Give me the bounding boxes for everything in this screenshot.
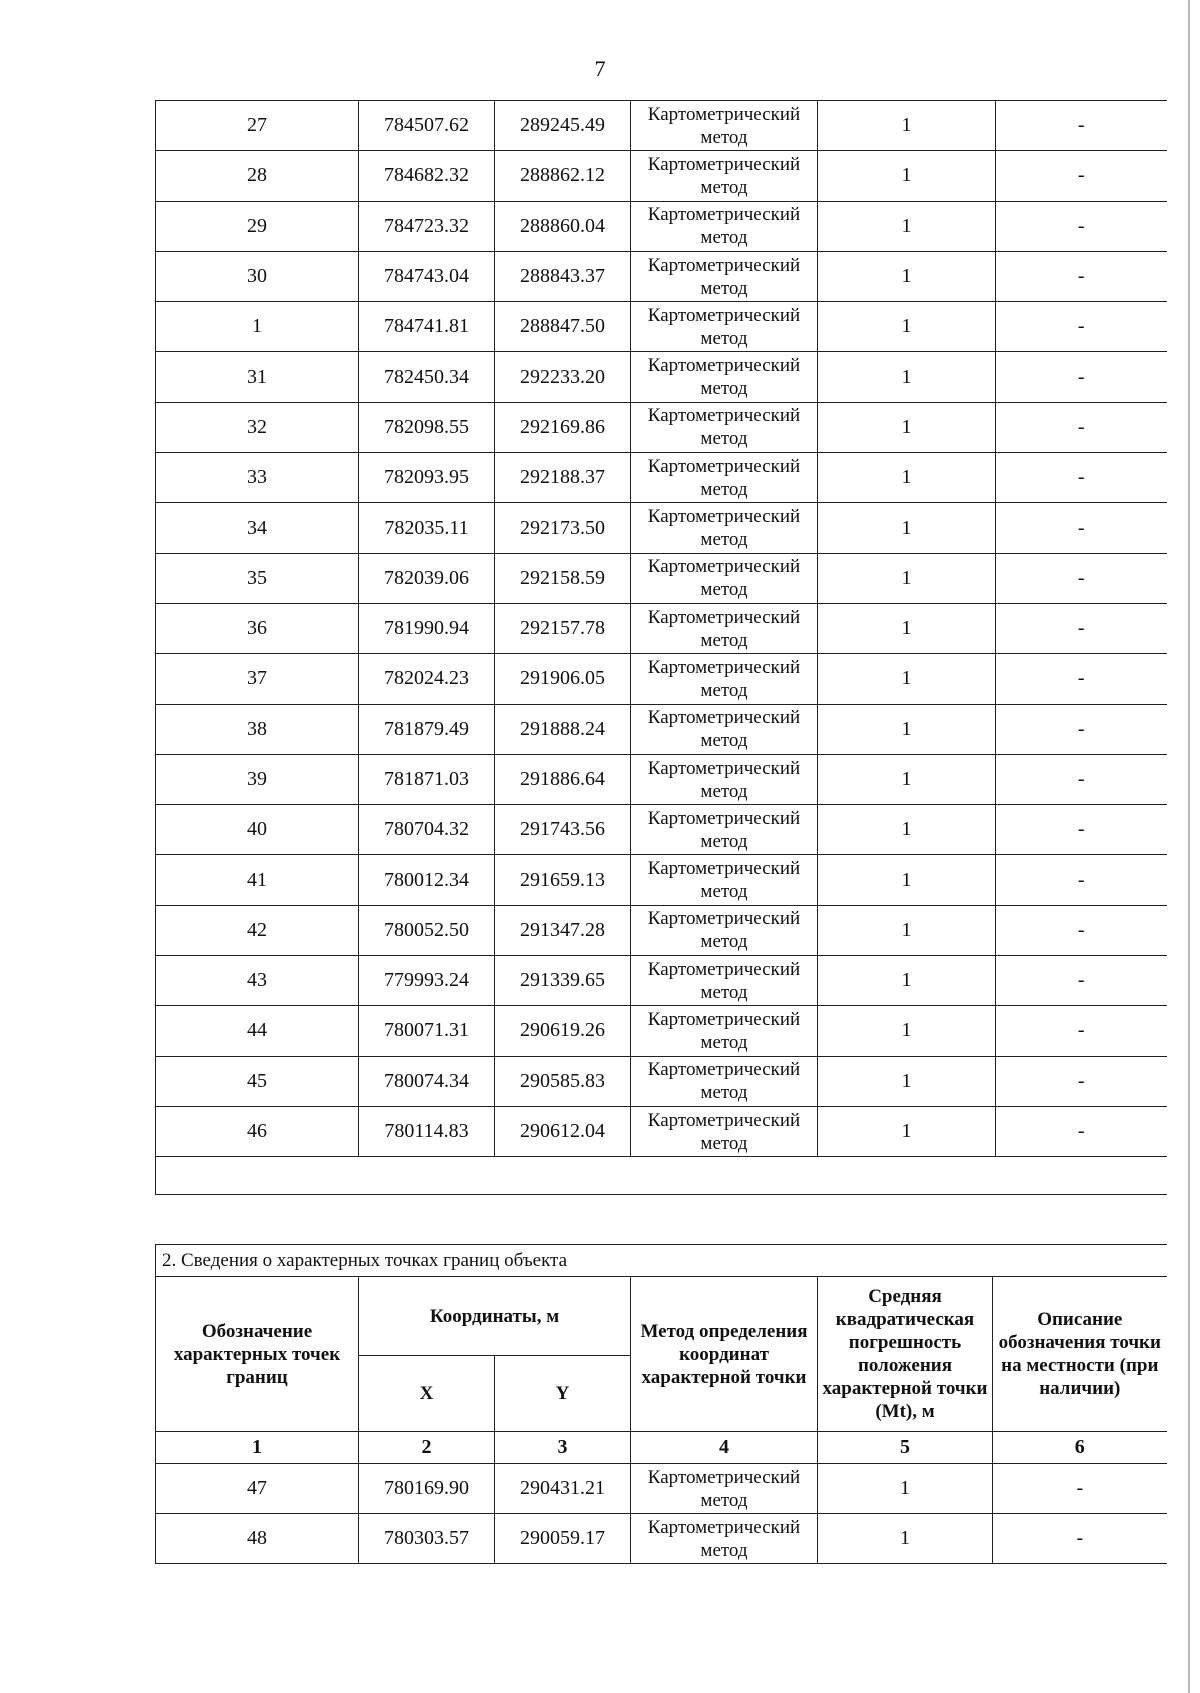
error-cell: 1	[818, 654, 996, 704]
y-coordinate-cell: 292157.78	[495, 603, 631, 653]
error-cell: 1	[818, 805, 996, 855]
x-coordinate-cell: 784723.32	[359, 201, 495, 251]
x-coordinate-cell: 782098.55	[359, 402, 495, 452]
description-cell: -	[996, 754, 1167, 804]
column-number: 3	[495, 1432, 631, 1464]
error-cell: 1	[818, 1514, 993, 1564]
section-title-row	[156, 1245, 1167, 1277]
description-cell: -	[996, 603, 1167, 653]
error-cell: 1	[818, 251, 996, 301]
point-id-cell: 48	[156, 1514, 359, 1564]
error-cell: 1	[818, 956, 996, 1006]
x-coordinate-cell: 780071.31	[359, 1006, 495, 1056]
description-cell: -	[996, 251, 1167, 301]
x-coordinate-cell: 784743.04	[359, 251, 495, 301]
method-cell: Картометрический метод	[631, 251, 818, 301]
header-coordinates: Координаты, м	[359, 1277, 631, 1356]
description-cell: -	[993, 1464, 1167, 1514]
method-cell: Картометрический метод	[631, 1106, 818, 1156]
point-id-cell: 42	[156, 905, 359, 955]
x-coordinate-cell: 784682.32	[359, 151, 495, 201]
method-cell: Картометрический метод	[631, 754, 818, 804]
header-row	[156, 1277, 1167, 1356]
x-coordinate-cell: 780052.50	[359, 905, 495, 955]
method-cell: Картометрический метод	[631, 1464, 818, 1514]
header-y: Y	[495, 1356, 631, 1432]
y-coordinate-cell: 290612.04	[495, 1106, 631, 1156]
table-row	[156, 402, 1167, 452]
table-row	[156, 1464, 1167, 1514]
table-row	[156, 453, 1167, 503]
point-id-cell: 32	[156, 402, 359, 452]
table-row	[156, 704, 1167, 754]
description-cell: -	[996, 201, 1167, 251]
x-coordinate-cell: 782450.34	[359, 352, 495, 402]
description-cell: -	[996, 654, 1167, 704]
x-coordinate-cell: 784741.81	[359, 302, 495, 352]
error-cell: 1	[818, 402, 996, 452]
description-cell: -	[996, 402, 1167, 452]
method-cell: Картометрический метод	[631, 956, 818, 1006]
x-coordinate-cell: 780114.83	[359, 1106, 495, 1156]
y-coordinate-cell: 290059.17	[495, 1514, 631, 1564]
description-cell: -	[996, 704, 1167, 754]
y-coordinate-cell: 292188.37	[495, 453, 631, 503]
y-coordinate-cell: 290431.21	[495, 1464, 631, 1514]
x-coordinate-cell: 781990.94	[359, 603, 495, 653]
error-cell: 1	[818, 453, 996, 503]
error-cell: 1	[818, 905, 996, 955]
description-cell: -	[996, 101, 1167, 151]
x-coordinate-cell: 781879.49	[359, 704, 495, 754]
error-cell: 1	[818, 1106, 996, 1156]
method-cell: Картометрический метод	[631, 553, 818, 603]
header-error: Средняя квадратическая погрешность положения характерной точки (Mt), м	[818, 1277, 993, 1432]
error-cell: 1	[818, 1006, 996, 1056]
y-coordinate-cell: 290619.26	[495, 1006, 631, 1056]
table-row	[156, 553, 1167, 603]
point-id-cell: 33	[156, 453, 359, 503]
point-id-cell: 36	[156, 603, 359, 653]
method-cell: Картометрический метод	[631, 201, 818, 251]
header-x: X	[359, 1356, 495, 1432]
table-row	[156, 352, 1167, 402]
error-cell: 1	[818, 855, 996, 905]
error-cell: 1	[818, 151, 996, 201]
table-row	[156, 151, 1167, 201]
table-row	[156, 1006, 1167, 1056]
method-cell: Картометрический метод	[631, 1006, 818, 1056]
header-description: Описание обозначения точки на местности (при наличии)	[993, 1277, 1167, 1432]
point-id-cell: 41	[156, 855, 359, 905]
method-cell: Картометрический метод	[631, 302, 818, 352]
point-id-cell: 45	[156, 1056, 359, 1106]
point-id-cell: 46	[156, 1106, 359, 1156]
description-cell: -	[996, 805, 1167, 855]
point-id-cell: 39	[156, 754, 359, 804]
y-coordinate-cell: 291339.65	[495, 956, 631, 1006]
y-coordinate-cell: 292158.59	[495, 553, 631, 603]
method-cell: Картометрический метод	[631, 855, 818, 905]
point-id-cell: 30	[156, 251, 359, 301]
y-coordinate-cell: 288860.04	[495, 201, 631, 251]
x-coordinate-cell: 779993.24	[359, 956, 495, 1006]
header-designation: Обозначение характерных точек границ	[156, 1277, 359, 1432]
table-row	[156, 905, 1167, 955]
point-id-cell: 1	[156, 302, 359, 352]
error-cell: 1	[818, 101, 996, 151]
y-coordinate-cell: 291886.64	[495, 754, 631, 804]
description-cell: -	[996, 956, 1167, 1006]
point-id-cell: 47	[156, 1464, 359, 1514]
column-number: 5	[818, 1432, 993, 1464]
method-cell: Картометрический метод	[631, 805, 818, 855]
point-id-cell: 27	[156, 101, 359, 151]
x-coordinate-cell: 780169.90	[359, 1464, 495, 1514]
point-id-cell: 35	[156, 553, 359, 603]
method-cell: Картометрический метод	[631, 1056, 818, 1106]
y-coordinate-cell: 291906.05	[495, 654, 631, 704]
method-cell: Картометрический метод	[631, 352, 818, 402]
table-row	[156, 654, 1167, 704]
table-blank-row	[156, 1157, 1167, 1195]
page-number: 7	[594, 56, 606, 81]
blank-cell	[156, 1157, 1167, 1195]
column-number: 1	[156, 1432, 359, 1464]
y-coordinate-cell: 291659.13	[495, 855, 631, 905]
x-coordinate-cell: 780704.32	[359, 805, 495, 855]
description-cell: -	[996, 302, 1167, 352]
method-cell: Картометрический метод	[631, 503, 818, 553]
coordinates-table-body	[156, 101, 1167, 1157]
method-cell: Картометрический метод	[631, 603, 818, 653]
error-cell: 1	[818, 302, 996, 352]
description-cell: -	[996, 1006, 1167, 1056]
y-coordinate-cell: 289245.49	[495, 101, 631, 151]
table-row	[156, 1514, 1167, 1564]
method-cell: Картометрический метод	[631, 453, 818, 503]
error-cell: 1	[818, 201, 996, 251]
error-cell: 1	[818, 603, 996, 653]
table-row	[156, 101, 1167, 151]
column-number: 2	[359, 1432, 495, 1464]
description-cell: -	[996, 855, 1167, 905]
description-cell: -	[996, 352, 1167, 402]
error-cell: 1	[818, 503, 996, 553]
method-cell: Картометрический метод	[631, 1514, 818, 1564]
section2-table	[155, 1244, 1167, 1564]
method-cell: Картометрический метод	[631, 654, 818, 704]
description-cell: -	[996, 905, 1167, 955]
error-cell: 1	[818, 704, 996, 754]
table-row	[156, 855, 1167, 905]
table-row	[156, 251, 1167, 301]
error-cell: 1	[818, 754, 996, 804]
error-cell: 1	[818, 553, 996, 603]
section2-table-body	[156, 1464, 1167, 1564]
x-coordinate-cell: 782024.23	[359, 654, 495, 704]
table-row	[156, 503, 1167, 553]
point-id-cell: 31	[156, 352, 359, 402]
y-coordinate-cell: 291888.24	[495, 704, 631, 754]
description-cell: -	[996, 453, 1167, 503]
description-cell: -	[996, 553, 1167, 603]
header-method: Метод определения координат характерной точки	[631, 1277, 818, 1432]
method-cell: Картометрический метод	[631, 151, 818, 201]
point-id-cell: 34	[156, 503, 359, 553]
coordinates-table-continued	[155, 100, 1167, 1195]
table-row	[156, 603, 1167, 653]
y-coordinate-cell: 288862.12	[495, 151, 631, 201]
x-coordinate-cell: 784507.62	[359, 101, 495, 151]
table-row	[156, 201, 1167, 251]
table-row	[156, 805, 1167, 855]
description-cell: -	[996, 151, 1167, 201]
x-coordinate-cell: 780303.57	[359, 1514, 495, 1564]
y-coordinate-cell: 292169.86	[495, 402, 631, 452]
table-row	[156, 1056, 1167, 1106]
x-coordinate-cell: 782035.11	[359, 503, 495, 553]
method-cell: Картометрический метод	[631, 402, 818, 452]
y-coordinate-cell: 290585.83	[495, 1056, 631, 1106]
y-coordinate-cell: 288843.37	[495, 251, 631, 301]
point-id-cell: 29	[156, 201, 359, 251]
x-coordinate-cell: 782093.95	[359, 453, 495, 503]
page-edge-line	[1188, 0, 1190, 1693]
method-cell: Картометрический метод	[631, 905, 818, 955]
error-cell: 1	[818, 1056, 996, 1106]
error-cell: 1	[818, 1464, 993, 1514]
x-coordinate-cell: 781871.03	[359, 754, 495, 804]
table-row	[156, 956, 1167, 1006]
y-coordinate-cell: 292173.50	[495, 503, 631, 553]
description-cell: -	[996, 503, 1167, 553]
x-coordinate-cell: 780012.34	[359, 855, 495, 905]
description-cell: -	[996, 1056, 1167, 1106]
table-row	[156, 1106, 1167, 1156]
column-number: 6	[993, 1432, 1167, 1464]
y-coordinate-cell: 291743.56	[495, 805, 631, 855]
y-coordinate-cell: 288847.50	[495, 302, 631, 352]
table-row	[156, 754, 1167, 804]
description-cell: -	[993, 1514, 1167, 1564]
y-coordinate-cell: 291347.28	[495, 905, 631, 955]
point-id-cell: 38	[156, 704, 359, 754]
column-number: 4	[631, 1432, 818, 1464]
error-cell: 1	[818, 352, 996, 402]
table-row	[156, 302, 1167, 352]
description-cell: -	[996, 1106, 1167, 1156]
x-coordinate-cell: 782039.06	[359, 553, 495, 603]
column-number-row	[156, 1432, 1167, 1464]
method-cell: Картометрический метод	[631, 101, 818, 151]
y-coordinate-cell: 292233.20	[495, 352, 631, 402]
point-id-cell: 28	[156, 151, 359, 201]
point-id-cell: 37	[156, 654, 359, 704]
section-title: 2. Сведения о характерных точках границ объекта	[156, 1245, 1167, 1277]
x-coordinate-cell: 780074.34	[359, 1056, 495, 1106]
method-cell: Картометрический метод	[631, 704, 818, 754]
point-id-cell: 44	[156, 1006, 359, 1056]
point-id-cell: 40	[156, 805, 359, 855]
point-id-cell: 43	[156, 956, 359, 1006]
